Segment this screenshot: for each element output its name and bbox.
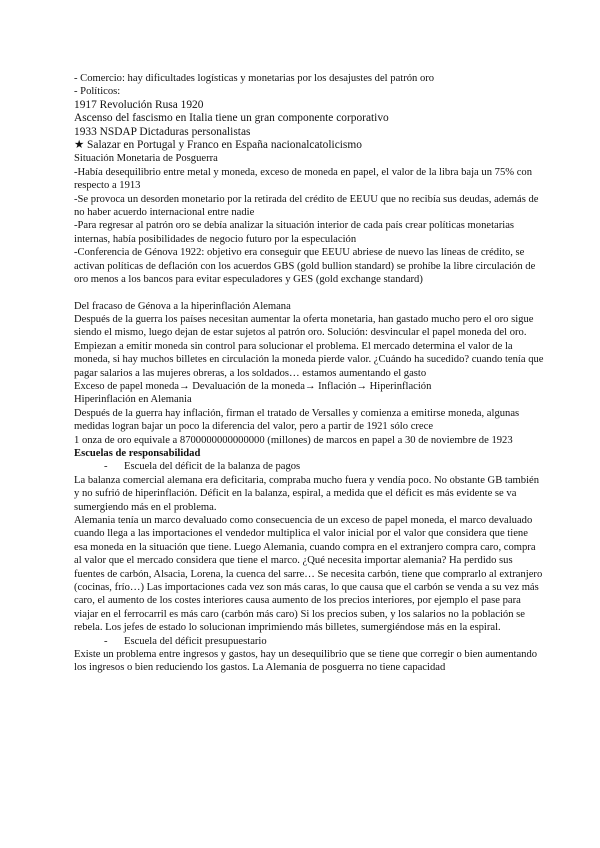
para-ingresos-gastos: Existe un problema entre ingresos y gastos, hay un desequilibrio que se tiene que corregir o bien aumentando los ingresos o bien reduciendo los gastos. La Alemania de posguerra no tiene capacidad (74, 649, 538, 674)
heading-fracaso-genova: Del fracaso de Génova a la hiperinflación Alemana (74, 300, 291, 312)
list-dash: - (104, 461, 108, 473)
para-conferencia-genova: -Conferencia de Génova 1922: objetivo era conseguir que EEUU abriese de nuevo las líneas de crédito, se activan políticas de deflación con los acuerdos GBS (gold bullion standard) se prohíbe la libre circulación de oro menos a los bancos para evitar especuladores y GES (gold exchange standard) (74, 247, 536, 286)
line-salazar: ★ Salazar en Portugal y Franco en España nacionalcatolicismo (74, 139, 362, 152)
line-fascismo: Ascenso del fascismo en Italia tiene un gran componente corporativo (74, 112, 389, 125)
para-desequilibrio: -Había desequilibrio entre metal y moneda, exceso de moneda en papel, el valor de la libra baja un 75% con respecto a 1913 (74, 166, 533, 192)
heading-escuelas: Escuelas de responsabilidad (74, 447, 201, 459)
line-politicos: - Políticos: (74, 86, 121, 98)
line-revolucion-rusa: 1917 Revolución Rusa 1920 (74, 98, 204, 111)
list-item-presupuestario (74, 635, 544, 648)
para-oferta-monetaria: Después de la guerra los países necesitan aumentar la oferta monetaria, han gastado mucho pero el oro sigue siendo el mismo, luego dejan de estar sujetos al patrón oro. Solución: desvincular el papel moneda del oro. Empiezan a emitir moneda sin control para solucionar el problema. El mercado determina el valor de la moneda, si hay muchos billetes en circulación la moneda pierde valor. ¿Cuándo ha sucedido? cuando tenía que pagar salarios a las mujeres obreras, a los soldados… estamos aumentando el gasto (74, 313, 544, 379)
para-desorden-monetario: -Se provoca un desorden monetario por la retirada del crédito de EEUU que no recibía sus deudas, además de no haber acuerdo internacional entre nadie (74, 193, 539, 219)
list-dash: - (104, 635, 108, 647)
heading-hiperinflacion-alemania: Hiperinflación en Alemania (74, 394, 192, 406)
para-patron-oro: -Para regresar al patrón oro se debía analizar la situación interior de cada país crear políticas monetarias internas, había posibilidades de negocio futuro por la especulación (74, 220, 515, 245)
list-item-label: Escuela del déficit presupuestario (124, 635, 267, 647)
para-marco-devaluado: Alemania tenía un marco devaluado como consecuencia de un exceso de papel moneda, el marco devaluado cuando llega a las importaciones el vendedor multiplica el valor inicial por el valor que considera que tiene esa moneda en la situación que tiene. Luego Alemania, cuando compra en el extranjero compra caro, compra al valor que el mercado considera que tiene el marco. ¿Qué necesita importar alemania? Ha perdido sus fuentes de carbón, Alsacia, Lorena, la cuenca del sarre… Se necesita carbón, tiene que comprarlo al extranjero (cocinas, frío…) Las importaciones cada vez son más caras, lo que causa que el carbón se venda a su vez más caro, el aumento de los costes interiores causa aumento de los precios interiores, por ejemplo el pase para viajar en el ferrocarril es más caro (carbón más caro) Si los precios suben, y los salarios no la población se rebela. Los jefes de estado lo solucionan imprimiendo más billetes, sumergiéndose más en la espiral. (74, 515, 543, 634)
list-item-balanza (74, 460, 544, 473)
line-exceso-papel: Exceso de papel moneda→ Devaluación de la moneda→ Inflación→ Hiperinflación (74, 380, 432, 392)
spacer (74, 287, 544, 300)
list-item-label: Escuela del déficit de la balanza de pagos (124, 461, 301, 473)
heading-situacion-monetaria: Situación Monetaria de Posguerra (74, 153, 218, 165)
para-onza-oro: 1 onza de oro equivale a 8700000000000000 (millones) de marcos en papel a 30 de noviembre de 1923 (74, 434, 513, 446)
para-versalles: Después de la guerra hay inflación, firman el tratado de Versalles y comienza a emitirse moneda, algunas medidas logran bajar un poco la diferencia del valor, pero a partir de 1921 sólo crece (74, 407, 520, 433)
line-comercio: - Comercio: hay dificultades logísticas y monetarias por los desajustes del patrón oro (74, 73, 435, 84)
line-nsdap: 1933 NSDAP Dictaduras personalistas (74, 125, 251, 138)
para-balanza-comercial: La balanza comercial alemana era deficitaria, compraba mucho fuera y vendía poco. No obstante GB también y no sufrió de hiperinflación. Déficit en la balanza, espiral, a medida que el déficit es más evidente se va sumergiendo más en el problema. (74, 474, 540, 513)
